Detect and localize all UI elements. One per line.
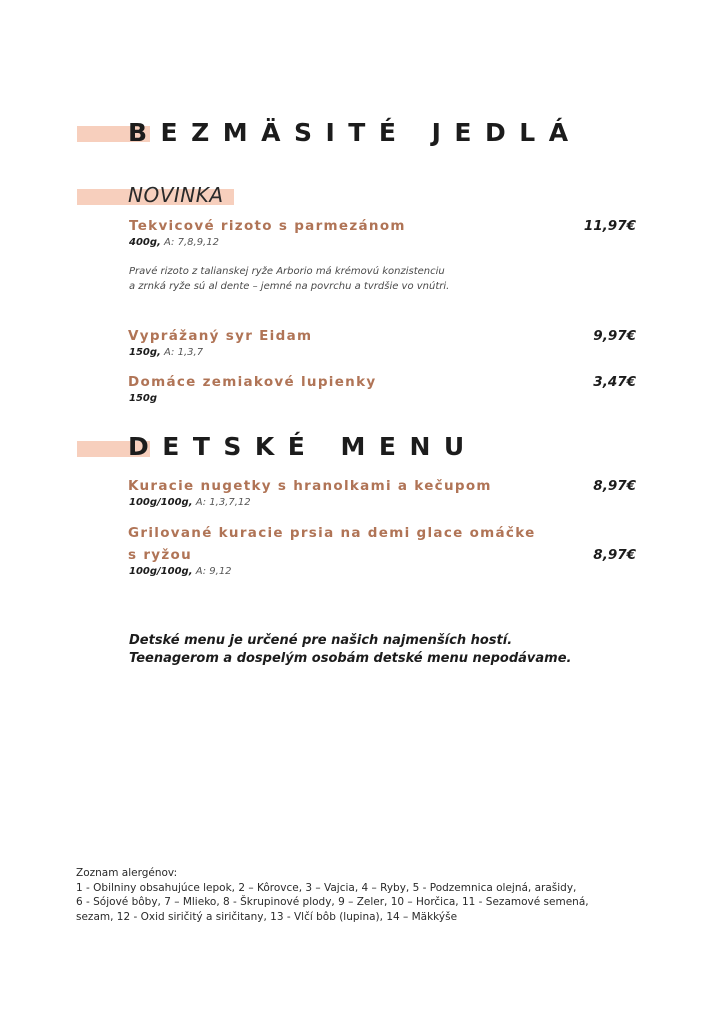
menu-item-name: Grilované kuracie prsia na demi glace omáčke [128,525,536,541]
menu-item-name-continued: s ryžou [128,547,193,563]
menu-item-weight: 400g, [129,237,161,248]
allergen-heading: Zoznam alergénov: [76,867,178,879]
note-line: Detské menu je určené pre našich najmenších hostí. [129,633,513,648]
menu-item-name: Domáce zemiakové lupienky [128,374,377,390]
menu-item-weight: 100g/100g, [129,497,193,508]
menu-item-meta [129,497,251,508]
menu-item-price: 9,97€ [593,328,636,344]
menu-item-weight: 150g [129,393,158,404]
menu-item-description [129,264,449,294]
menu-item-weight: 150g, [129,347,161,358]
menu-item-meta [129,237,219,248]
description-line: a zrnká ryže sú al dente – jemné na povrchu a tvrdšie vo vnútri. [129,281,450,292]
menu-item-meta [129,393,157,404]
section-title-kids: DETSKÉ MENU [128,432,478,461]
section-title-meatless: BEZMÄSITÉ JEDLÁ [128,118,582,147]
menu-item-name: Kuracie nugetky s hranolkami a kečupom [128,478,492,494]
note-line: Teenagerom a dospelým osobám detské menu nepodávame. [129,651,572,666]
subsection-title-novinka: NOVINKA [128,183,224,207]
allergen-line: sezam, 12 - Oxid siričitý a siričitany, 13 - Vlčí bôb (lupina), 14 – Mäkkýše [76,910,458,923]
allergen-line: 6 - Sójové bôby, 7 – Mlieko, 8 - Škrupinové plody, 9 – Zeler, 10 – Horčica, 11 - Sezamové semená, [76,896,589,908]
menu-item-price: 8,97€ [593,478,636,494]
menu-item-name: Vyprážaný syr Eidam [128,328,313,344]
menu-item-allergens: A: 1,3,7,12 [195,497,251,508]
menu-item-meta [129,347,203,358]
description-line: Pravé rizoto z talianskej ryže Arborio má krémovú konzistenciu [129,266,445,277]
allergen-line: 1 - Obilniny obsahujúce lepok, 2 – Kôrovce, 3 – Vajcia, 4 – Ryby, 5 - Podzemnica olejná, arašidy, [76,881,577,894]
menu-item-price: 3,47€ [593,374,636,390]
menu-item-allergens: A: 7,8,9,12 [164,237,219,248]
menu-item-allergens: A: 9,12 [195,566,232,577]
menu-item-allergens: A: 1,3,7 [164,347,204,358]
allergen-list [76,866,589,924]
menu-item-meta [129,566,232,577]
menu-item-price: 11,97€ [583,218,636,234]
kids-menu-note [129,632,571,668]
menu-item-name: Tekvicové rizoto s parmezánom [129,218,406,234]
menu-item-price: 8,97€ [593,547,636,563]
menu-item-weight: 100g/100g, [129,566,193,577]
